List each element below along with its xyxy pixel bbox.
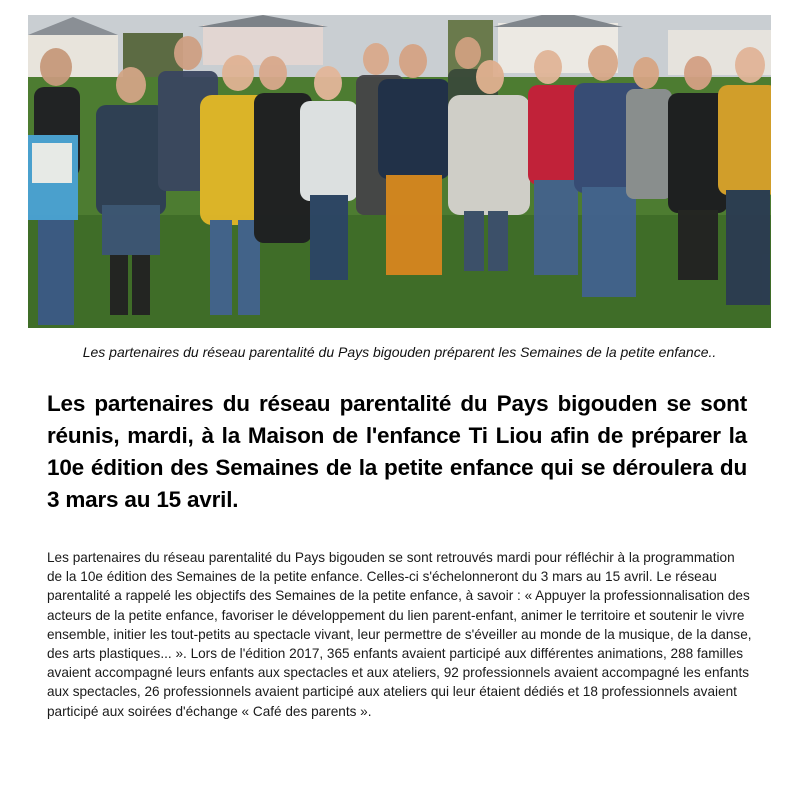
article-photo — [28, 15, 771, 328]
group-photo-illustration — [28, 15, 771, 328]
article-lead: Les partenaires du réseau parentalité du Pays bigouden se sont réunis, mardi, à la Maison de l'enfance Ti Liou afin de préparer la 10e édition des Semaines de la petite enfance qui se déroulera du 3 mars au 15 avril. — [47, 391, 747, 512]
article-body: Les partenaires du réseau parentalité du Pays bigouden se sont retrouvés mardi pour réfléchir à la programmation de la 10e édition des Semaines de la petite enfance. Celles-ci s'échelonneront du 3 mars au 15 avril. Le réseau parentalité a rappelé les objectifs des Semaines de la petite enfance, à savoir : « Appuyer la professionnalisation des acteurs de la petite enfance, favoriser le développement du lien parent-enfant, animer le territoire et soutenir le vivre ensemble, initier les tout-petits au spectacle vivant, leur permettre de s'éveiller au monde de la musique, de la danse, des arts plastiques... ». Lors de l'édition 2017, 365 enfants avaient participé aux différentes animations, 288 familles avaient accompagné leurs enfants aux spectacles et aux ateliers, 92 professionnels avaient accompagné les enfants aux spectacles, 26 professionnels avaient participé aux ateliers qui leur étaient dédiés et 18 professionnels avaient participé aux soirées d'échange « Café des parents ». — [47, 550, 752, 719]
photo-caption: Les partenaires du réseau parentalité du Pays bigouden préparent les Semaines de la petite enfance.. — [82, 344, 717, 360]
